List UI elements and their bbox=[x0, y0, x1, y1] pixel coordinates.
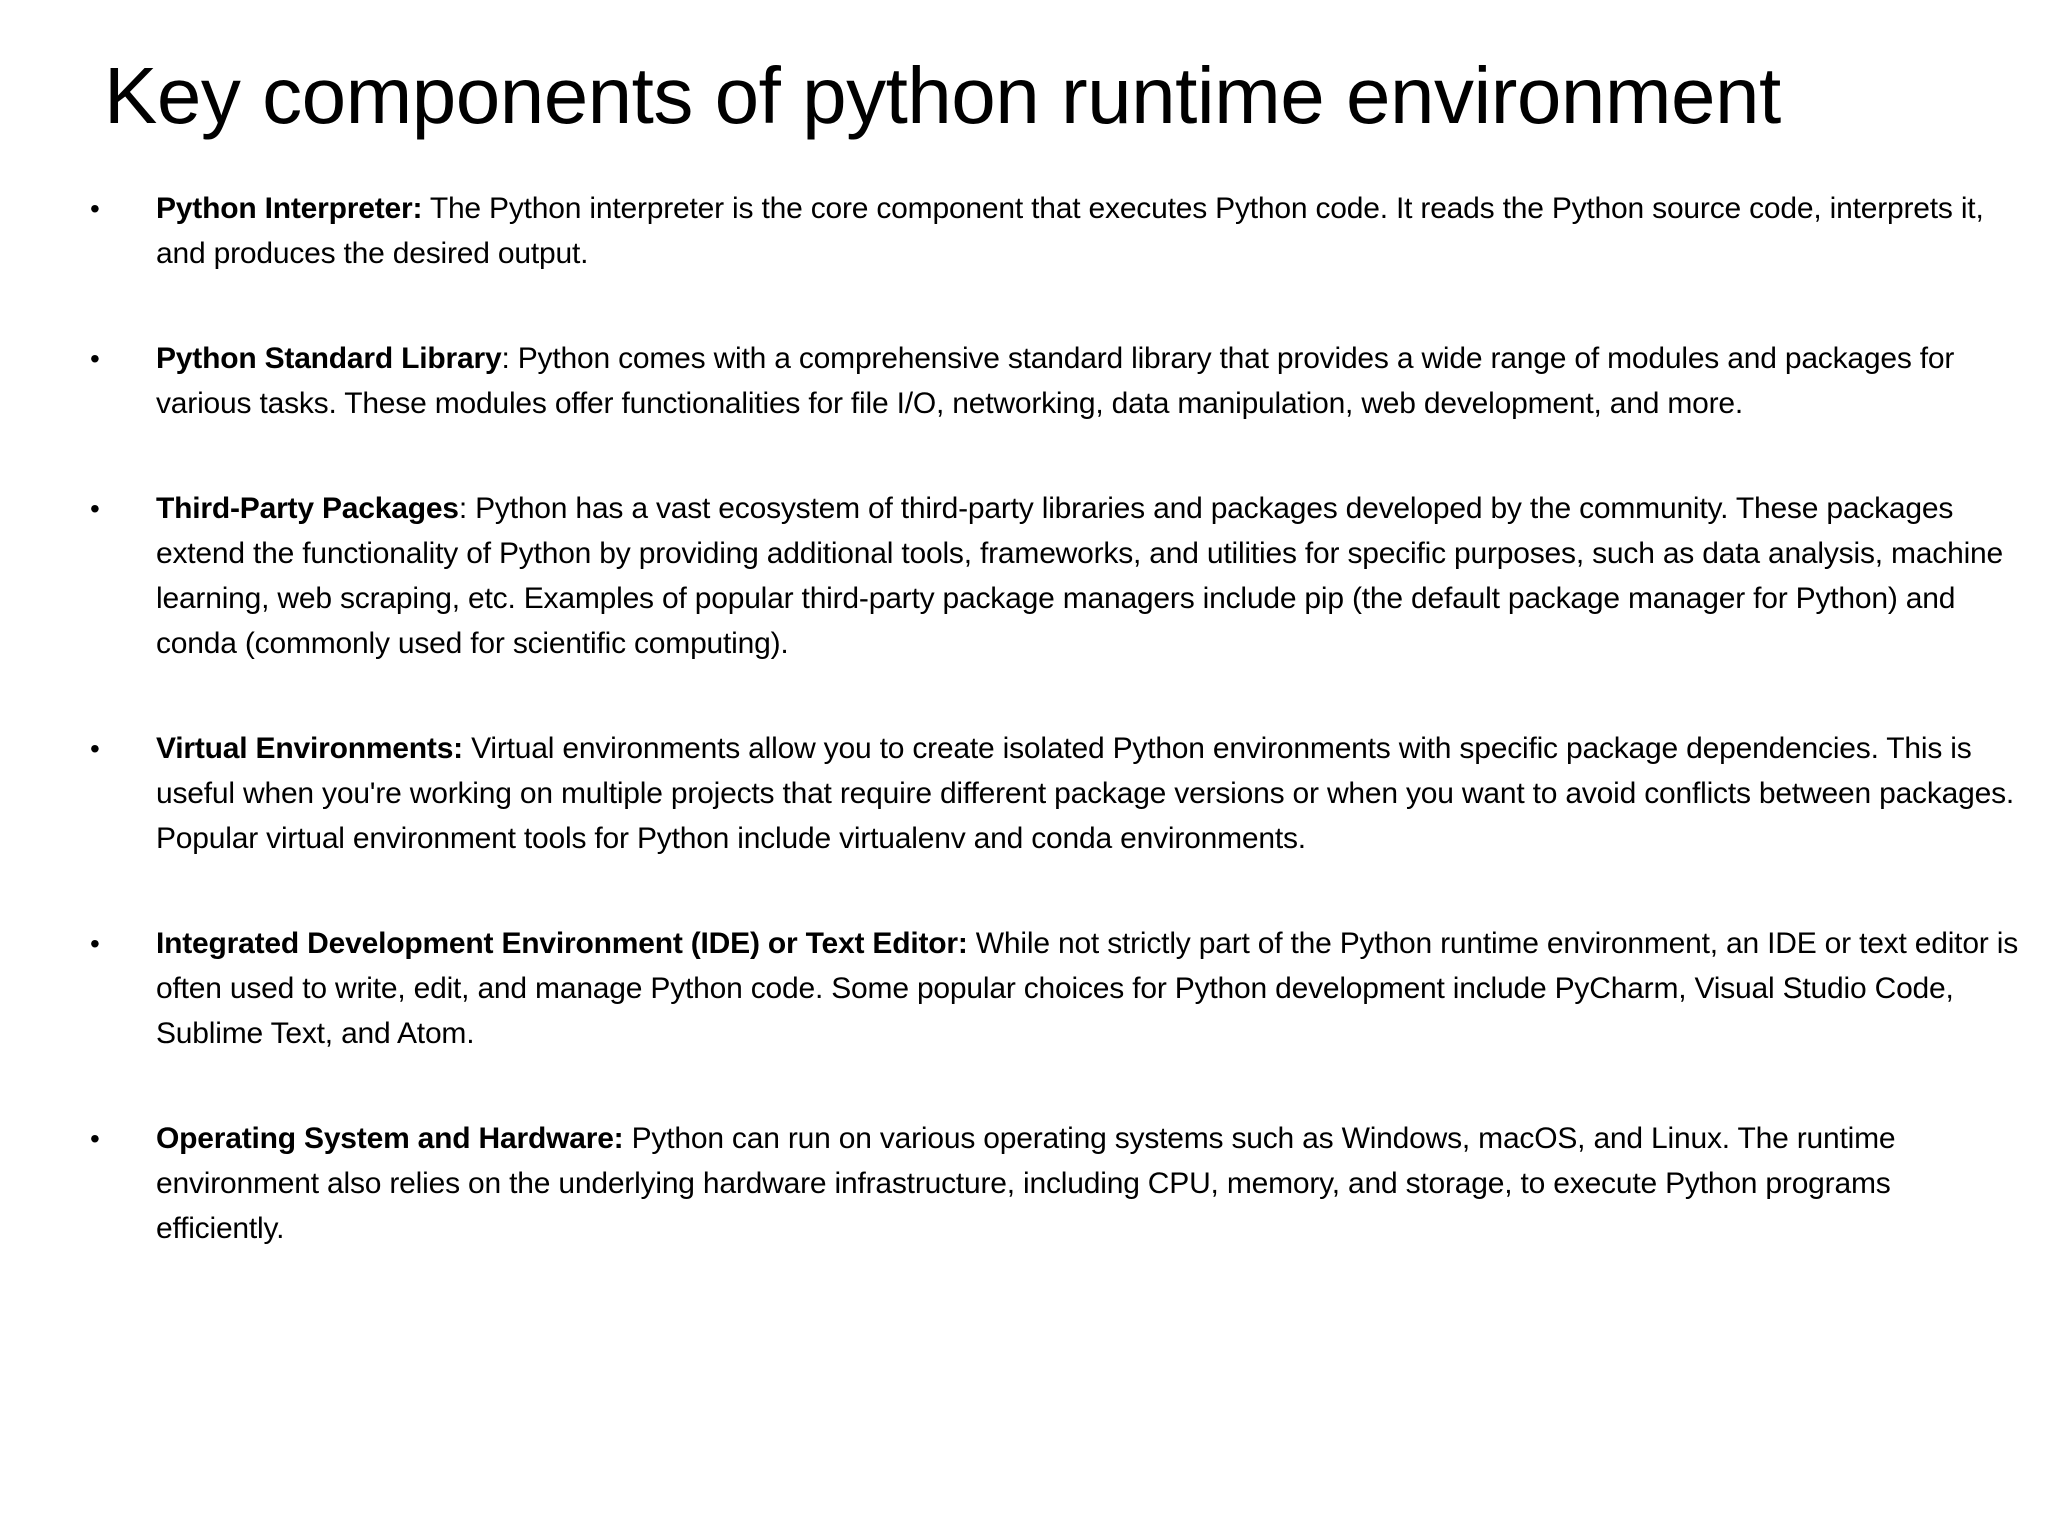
slide-title: Key components of python runtime environment bbox=[104, 51, 1781, 140]
list-item bbox=[86, 336, 2020, 426]
bullet-icon: • bbox=[90, 493, 100, 524]
list-item bbox=[86, 186, 2020, 276]
bullet-icon: • bbox=[90, 1123, 100, 1154]
item-text: Python can run on various operating systems such as Windows, macOS, and Linux. The runtime environment also relies on the underlying hardware infrastructure, including CPU, memory, and storage, to execute Python programs efficiently. bbox=[156, 1122, 1896, 1245]
item-term: Operating System and Hardware: bbox=[156, 1122, 624, 1155]
item-term: Integrated Development Environment (IDE) or Text Editor: bbox=[156, 927, 968, 960]
item-term: Python Interpreter: bbox=[156, 192, 423, 225]
bullet-icon: • bbox=[90, 733, 100, 764]
item-text: While not strictly part of the Python runtime environment, an IDE or text editor is often used to write, edit, and manage Python code. Some popular choices for Python development include PyCharm, Visual Studio Code, Sublime Text, and Atom. bbox=[156, 927, 2018, 1050]
item-text: The Python interpreter is the core component that executes Python code. It reads the Python source code, interprets it, and produces the desired output. bbox=[156, 192, 1984, 270]
item-term: Third-Party Packages bbox=[156, 492, 459, 525]
item-text: : Python has a vast ecosystem of third-party libraries and packages developed by the community. These packages extend the functionality of Python by providing additional tools, frameworks, and utilities for specific purposes, such as data analysis, machine learning, web scraping, etc. Examples of popular third-party package managers include pip (the default package manager for Python) and conda (commonly used for scientific computing). bbox=[156, 492, 2004, 660]
item-term: Python Standard Library bbox=[156, 342, 502, 375]
list-item bbox=[86, 486, 2020, 666]
list-item bbox=[86, 726, 2020, 861]
item-text: : Python comes with a comprehensive standard library that provides a wide range of modules and packages for various tasks. These modules offer functionalities for file I/O, networking, data manipulation, web development, and more. bbox=[156, 342, 1955, 420]
list-item bbox=[86, 1116, 2020, 1251]
bullet-icon: • bbox=[90, 193, 100, 224]
list-item bbox=[86, 921, 2020, 1056]
item-text: Virtual environments allow you to create isolated Python environments with specific package dependencies. This is useful when you're working on multiple projects that require different package versions or when you want to avoid conflicts between packages. Popular virtual environment tools for Python include virtualenv and conda environments. bbox=[156, 732, 2015, 855]
bullet-icon: • bbox=[90, 928, 100, 959]
item-term: Virtual Environments: bbox=[156, 732, 463, 765]
bullet-list bbox=[86, 186, 2020, 1311]
bullet-icon: • bbox=[90, 343, 100, 374]
